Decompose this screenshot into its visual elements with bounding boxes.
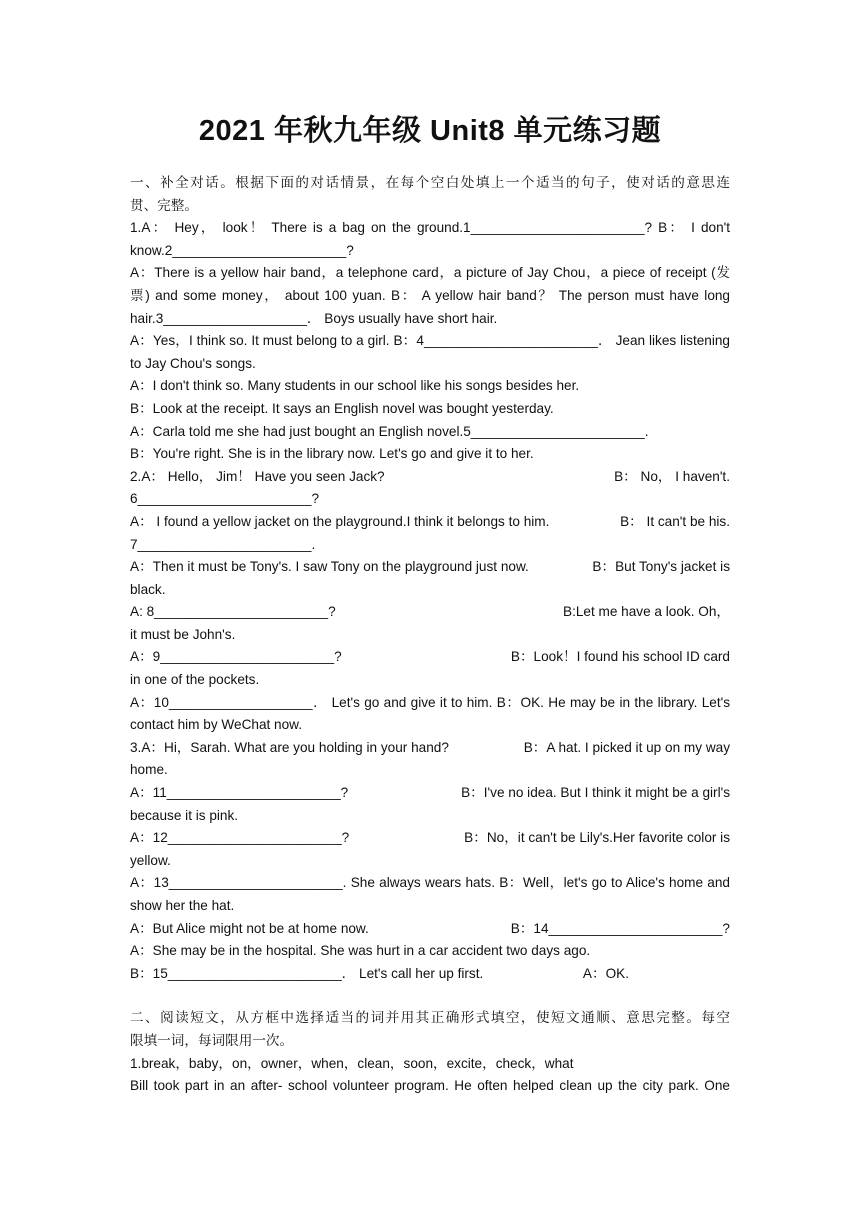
speaker-b-text: B： It can't be his.	[620, 513, 730, 529]
dialogue-line	[130, 895, 730, 918]
dialogue-line	[130, 579, 730, 602]
dialogue-line	[130, 601, 730, 624]
dialogue-line	[130, 466, 730, 489]
speaker-a-text: A：11_______________________?	[130, 785, 349, 801]
speaker-b-text: B：But Tony's jacket is	[592, 559, 730, 575]
dialogue-line: A：Carla told me she had just bought an English novel.5_______________________.	[130, 423, 649, 439]
page-title: 2021 年秋九年级 Unit8 单元练习题	[198, 115, 662, 147]
dialogue-line	[130, 714, 730, 737]
speaker-a-text: A：Then it must be Tony's. I saw Tony on the playground just now.	[130, 559, 529, 575]
dialogue-line	[130, 488, 730, 511]
speaker-b-text: B：15_______________________． Let's call her up first.	[130, 965, 484, 981]
section2-heading-cont: 限填一词，每词限用一次。	[130, 1032, 294, 1049]
dialogue-line	[130, 624, 730, 647]
dialogue-line: A：Yes，I think so. It must belong to a girl. B：4_______________________． Jean likes listening	[130, 333, 730, 349]
speaker-text: show her the hat.	[130, 898, 235, 913]
passage-line: Bill took part in an after- school volunteer program. He often helped clean up the city park. One	[130, 1078, 730, 1094]
dialogue-line	[130, 805, 730, 828]
speaker-a-text: A：12_______________________?	[130, 830, 350, 846]
speaker-text: 6_______________________?	[130, 491, 320, 507]
speaker-a-text: A：OK.	[582, 965, 629, 981]
speaker-text: A：13_______________________. She always wears hats. B：Well，let's go to Alice's home and	[130, 875, 730, 891]
speaker-text: it must be John's.	[130, 626, 236, 642]
dialogue-line: know.2_______________________?	[130, 242, 354, 258]
section1-heading-cont: 贯、完整。	[130, 197, 198, 214]
section-divider	[130, 985, 730, 1007]
dialogue-line	[130, 692, 730, 715]
speaker-a-text: A：But Alice might not be at home now.	[130, 920, 369, 936]
speaker-a-text: A： I found a yellow jacket on the playground.I think it belongs to him.	[130, 513, 550, 529]
dialogue-line	[130, 850, 730, 873]
speaker-b-text: B：14_______________________?	[510, 920, 730, 936]
dialogue-line: A：I don't think so. Many students in our school like his songs besides her.	[130, 378, 580, 394]
speaker-a-text: A：9_______________________?	[130, 649, 342, 665]
speaker-text: home.	[130, 762, 168, 778]
speaker-text: contact him by WeChat now.	[130, 717, 303, 733]
speaker-b-text: B： No， I haven't.	[614, 468, 730, 484]
dialogue-line: 1.A： Hey， look！ There is a bag on the ground.1_______________________? B： I don't	[130, 220, 730, 236]
dialogue-line: 票) and some money， about 100 yuan. B： A yellow hair band？ The person must have long	[130, 287, 730, 303]
dialogue-line	[130, 782, 730, 805]
speaker-a-text: 2.A： Hello， Jim！ Have you seen Jack?	[130, 468, 385, 484]
speaker-b-text: B：A hat. I picked it up on my way	[523, 739, 730, 755]
dialogue-line: hair.3___________________． Boys usually have short hair.	[130, 310, 498, 326]
speaker-text: because it is pink.	[130, 807, 239, 823]
dialogue-line: to Jay Chou's songs.	[130, 355, 256, 371]
dialogue-line	[130, 918, 730, 941]
word-box-list: 1.break，baby，on，owner，when，clean，soon，excite，check，what	[130, 1055, 574, 1071]
dialogue-line	[130, 646, 730, 669]
dialogue-line	[130, 737, 730, 760]
dialogue-line: A：There is a yellow hair band，a telephone card，a picture of Jay Chou，a piece of receipt (发	[130, 265, 730, 281]
speaker-a-text: A: 8_______________________?	[130, 604, 336, 620]
speaker-b-text: B:Let me have a look. Oh，	[563, 604, 730, 620]
dialogue-line	[130, 872, 730, 895]
section2-heading: 二、阅读短文，从方框中选择适当的词并用其正确形式填空，使短文通顺、意思完整。每空	[130, 1010, 730, 1027]
speaker-text: black.	[130, 581, 166, 597]
speaker-b-text: B：No，it can't be Lily's.Her favorite color is	[464, 830, 730, 846]
dialogue-line: B：You're right. She is in the library now. Let's go and give it to her.	[130, 446, 534, 462]
dialogue-line	[130, 940, 730, 963]
speaker-text: A：She may be in the hospital. She was hurt in a car accident two days ago.	[130, 943, 591, 959]
speaker-text: in one of the pockets.	[130, 672, 260, 688]
dialogue-line	[130, 511, 730, 534]
dialogue-line	[130, 534, 730, 557]
dialogue-line	[130, 827, 730, 850]
dialogue-line: B：Look at the receipt. It says an English novel was bought yesterday.	[130, 400, 554, 416]
dialogue-line	[130, 669, 730, 692]
dialogue-line	[130, 556, 730, 579]
speaker-a-text: 3.A：Hi，Sarah. What are you holding in your hand?	[130, 739, 449, 755]
speaker-b-text: B：Look！I found his school ID card	[510, 649, 730, 665]
dialogue-line	[130, 759, 730, 782]
dialogue-line	[130, 963, 730, 986]
speaker-text: A：10___________________． Let's go and give it to him. B：OK. He may be in the library. Let's	[130, 694, 730, 710]
speaker-text: 7_______________________.	[130, 536, 316, 552]
speaker-text: yellow.	[130, 852, 171, 868]
speaker-b-text: B：I've no idea. But I think it might be a girl's	[461, 785, 730, 801]
section1-heading: 一、补全对话。根据下面的对话情景，在每个空白处填上一个适当的句子，使对话的意思连	[130, 175, 730, 191]
document-body	[130, 172, 730, 1098]
